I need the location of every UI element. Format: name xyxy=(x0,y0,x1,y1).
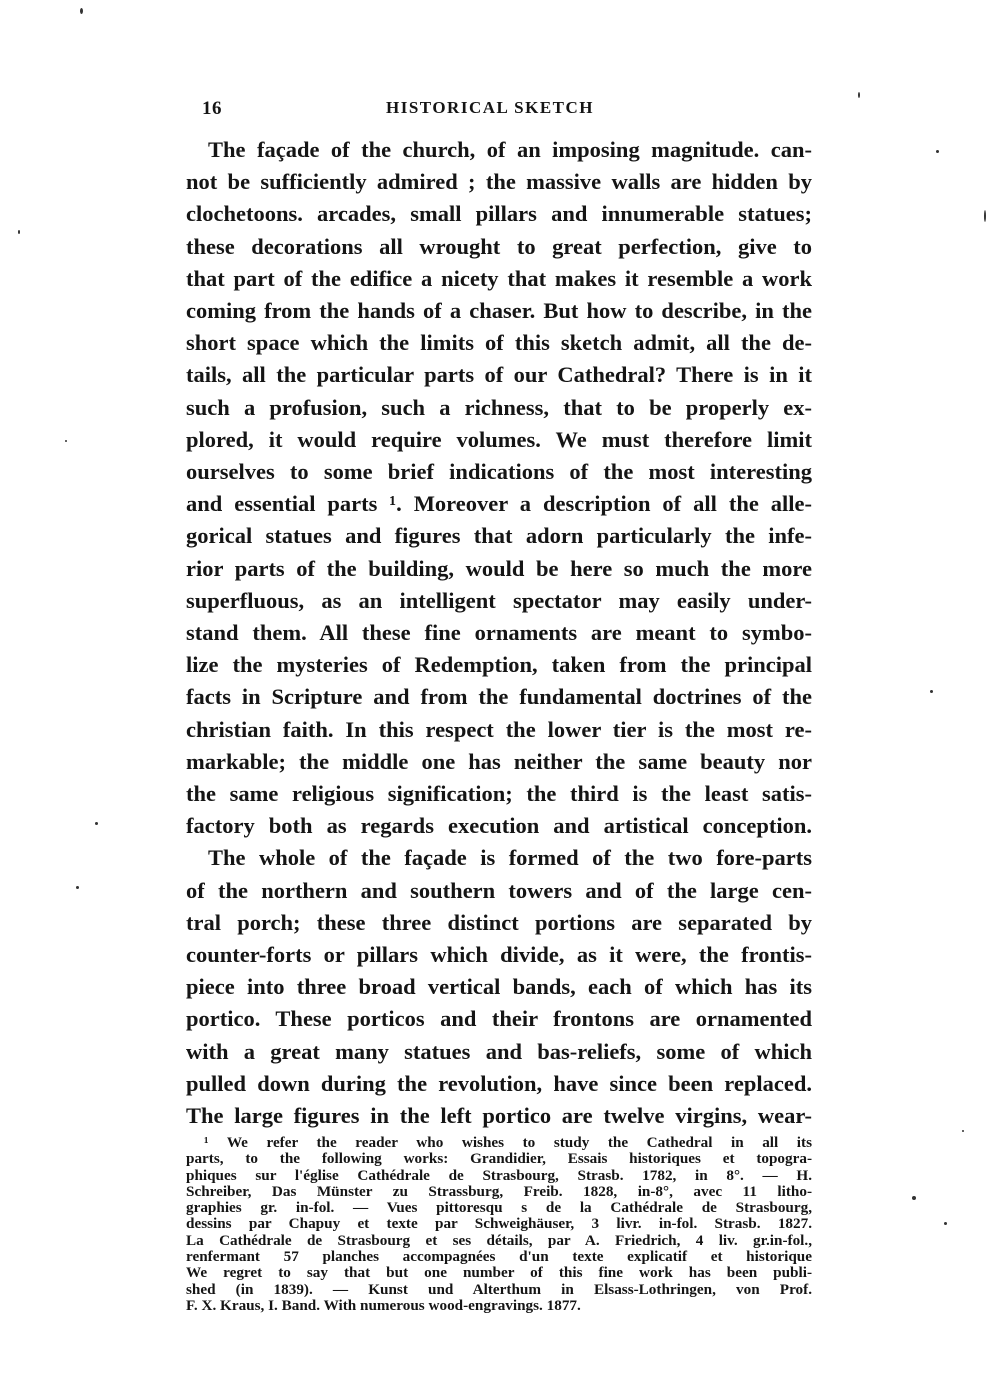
footnote-line: renfermant 57 planches accompagnées d'un texte explicatif et historique xyxy=(186,1248,812,1266)
scan-speck xyxy=(18,230,20,234)
text-line: tails, all the particular parts of our Cathedral? There is in it xyxy=(186,362,812,388)
text-line: tral porch; these three distinct portions are separated by xyxy=(186,909,812,935)
page-number: 16 xyxy=(202,98,222,119)
text-line: such a profusion, such a richness, that to be properly ex- xyxy=(186,394,812,420)
text-line: that part of the edifice a nicety that makes it resemble a work xyxy=(186,265,812,291)
scan-speck xyxy=(95,822,98,825)
text-line: gorical statues and figures that adorn particularly the infe- xyxy=(186,523,812,549)
scan-speck xyxy=(76,886,79,889)
scan-speck xyxy=(930,690,933,693)
footnote-line: F. X. Kraus, I. Band. With numerous wood-engravings. 1877. xyxy=(186,1296,581,1314)
scan-speck xyxy=(962,1130,964,1132)
text-line: piece into three broad vertical bands, each of which has its xyxy=(186,974,812,1000)
footnote-line: parts, to the following works: Grandidier, Essais historiques et topogra- xyxy=(186,1150,812,1168)
text-line: markable; the middle one has neither the same beauty nor xyxy=(186,748,812,774)
footnote-line: ¹ We refer the reader who wishes to study the Cathedral in all its xyxy=(204,1134,812,1151)
footnote xyxy=(186,1135,812,1314)
text-line: and essential parts ¹. Moreover a description of all the alle- xyxy=(186,491,812,517)
text-line: The whole of the façade is formed of the two fore-parts xyxy=(208,845,812,871)
running-head: HISTORICAL SKETCH xyxy=(386,98,595,117)
text-line: coming from the hands of a chaser. But how to describe, in the xyxy=(186,298,812,324)
page-header xyxy=(186,98,812,126)
scan-speck xyxy=(936,150,939,153)
footnote-line: shed (in 1839). — Kunst und Alterthum in Elsass-Lothringen, von Prof. xyxy=(186,1280,812,1298)
text-line: not be sufficiently admired ; the massive walls are hidden by xyxy=(186,169,812,195)
scan-speck xyxy=(912,1196,916,1200)
scan-speck xyxy=(65,440,67,442)
text-line: factory both as regards execution and artistical conception. xyxy=(186,813,812,839)
text-line: with a great many statues and bas-reliefs, some of which xyxy=(186,1038,812,1064)
scan-speck xyxy=(858,92,860,98)
footnote-line: dessins par Chapuy et texte par Schweighäuser, 3 livr. in-fol. Strasb. 1827. xyxy=(186,1215,812,1233)
body-text xyxy=(186,134,812,1132)
text-line: stand them. All these fine ornaments are meant to symbo- xyxy=(186,620,812,646)
footnote-line: We regret to say that but one number of this fine work has been publi- xyxy=(186,1264,812,1282)
scan-speck xyxy=(80,8,83,14)
paragraph-2 xyxy=(186,842,812,1132)
text-line: pulled down during the revolution, have since been replaced. xyxy=(186,1070,812,1096)
text-line: rior parts of the building, would be here so much the more xyxy=(186,555,812,581)
text-line: christian faith. In this respect the lower tier is the most re- xyxy=(186,716,812,742)
text-line: The large figures in the left portico are twelve virgins, wear- xyxy=(186,1103,812,1129)
text-line: short space which the limits of this sketch admit, all the de- xyxy=(186,330,812,356)
text-line: plored, it would require volumes. We must therefore limit xyxy=(186,426,812,452)
text-line: counter-forts or pillars which divide, as it were, the frontis- xyxy=(186,942,812,968)
text-line: superfluous, as an intelligent spectator may easily under- xyxy=(186,587,812,613)
text-line: portico. These porticos and their frontons are ornamented xyxy=(186,1006,812,1032)
text-line: these decorations all wrought to great perfection, give to xyxy=(186,233,812,259)
scan-speck xyxy=(944,1222,947,1225)
text-line: facts in Scripture and from the fundamental doctrines of the xyxy=(186,684,812,710)
footnote-line: Schreiber, Das Münster zu Strassburg, Freib. 1828, in-8°, avec 11 litho- xyxy=(186,1182,812,1200)
text-line: of the northern and southern towers and of the large cen- xyxy=(186,877,812,903)
text-line: lize the mysteries of Redemption, taken from the principal xyxy=(186,652,812,678)
paragraph-1 xyxy=(186,134,812,842)
text-line: clochetoons. arcades, small pillars and innumerable statues; xyxy=(186,201,812,227)
footnote-line: phiques sur l'église Cathédrale de Strasbourg, Strasb. 1782, in 8°. — H. xyxy=(186,1166,812,1184)
text-line: The façade of the church, of an imposing magnitude. can- xyxy=(208,137,812,162)
footnote-line: La Cathédrale de Strasbourg et ses détails, par A. Friedrich, 4 liv. gr.in-fol., xyxy=(186,1231,812,1249)
footnote-line: graphies gr. in-fol. — Vues pittoresqu s de la Cathédrale de Strasbourg, xyxy=(186,1199,812,1217)
text-line: ourselves to some brief indications of the most interesting xyxy=(186,459,812,485)
text-line: the same religious signification; the third is the least satis- xyxy=(186,781,812,807)
scan-speck xyxy=(984,210,986,222)
